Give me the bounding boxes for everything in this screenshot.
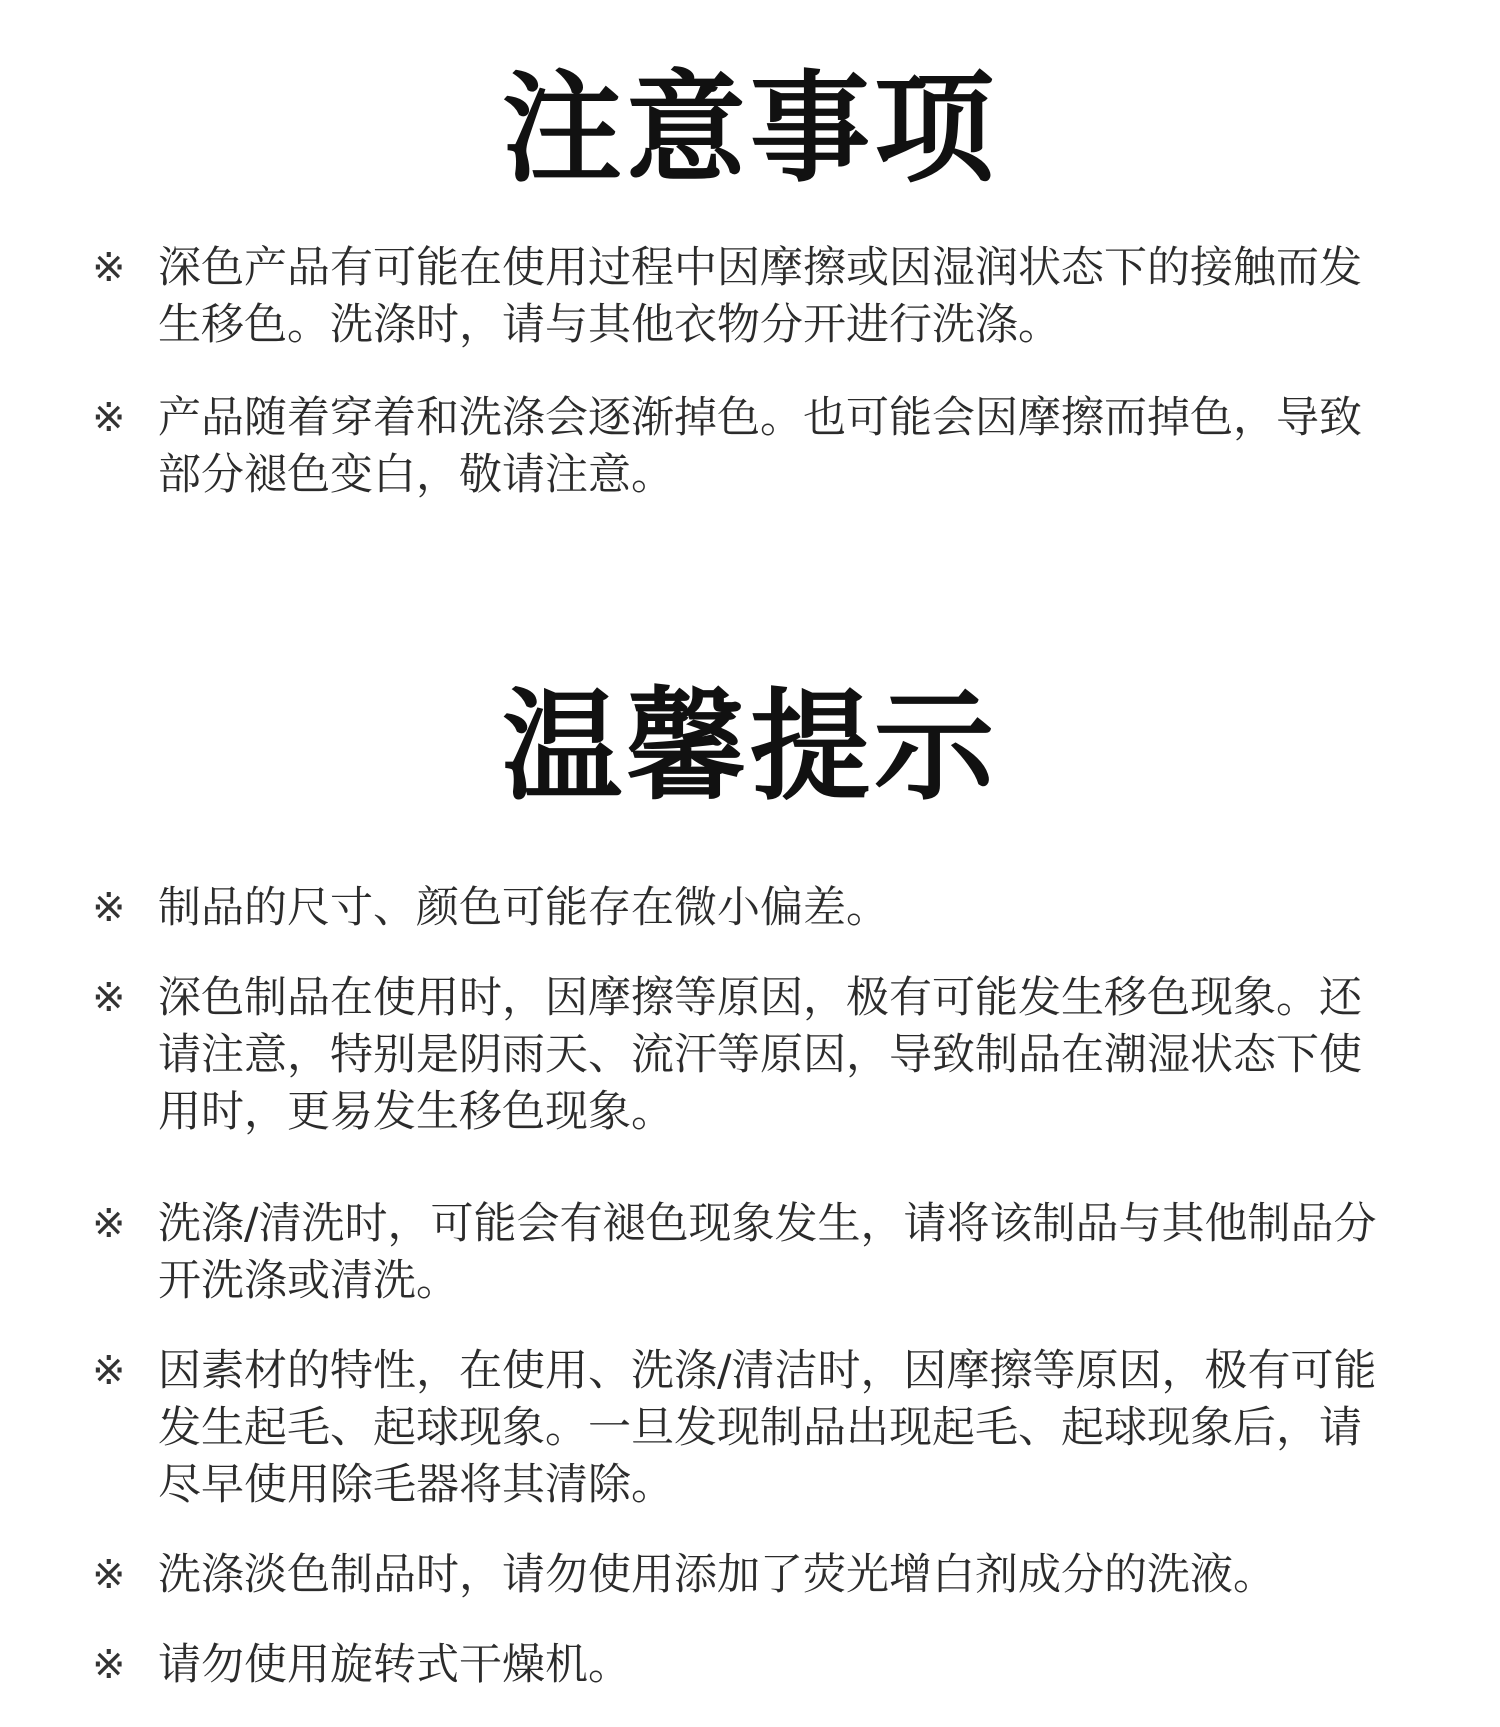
reference-mark-icon: ※: [92, 395, 126, 441]
tips-item-text: 洗涤淡色制品时，请勿使用添加了荧光增白剂成分的洗液。: [158, 1550, 1276, 1600]
list-item: [92, 1343, 1382, 1514]
list-item: [92, 240, 1382, 354]
reference-mark-icon: ※: [92, 1348, 126, 1394]
notice-item-text: 产品随着穿着和洗涤会逐渐掉色。也可能会因摩擦而掉色，导致部分褪色变白，敬请注意。: [158, 393, 1362, 500]
reference-mark-icon: ※: [92, 975, 126, 1021]
tips-list: [92, 880, 1382, 1694]
list-item: [92, 1196, 1382, 1310]
reference-mark-icon: ※: [92, 1201, 126, 1247]
tips-item-text: 因素材的特性，在使用、洗涤/清洁时，因摩擦等原因，极有可能发生起毛、起球现象。一旦发现制品出现起毛、起球现象后，请尽早使用除毛器将其清除。: [158, 1346, 1377, 1510]
list-item: [92, 880, 1382, 937]
notice-item-text: 深色产品有可能在使用过程中因摩擦或因湿润状态下的接触而发生移色。洗涤时，请与其他衣物分开进行洗涤。: [158, 243, 1362, 350]
list-item: [92, 1637, 1382, 1694]
reference-mark-icon: ※: [92, 1552, 126, 1598]
tips-section: [0, 678, 1500, 818]
notice-list: [92, 240, 1382, 504]
notice-section: [0, 60, 1500, 200]
tips-item-text: 洗涤/清洗时，可能会有褪色现象发生，请将该制品与其他制品分开洗涤或清洗。: [158, 1199, 1377, 1306]
list-item: [92, 970, 1382, 1141]
list-item: [92, 390, 1382, 504]
tips-item-text: 制品的尺寸、颜色可能存在微小偏差。: [158, 883, 889, 933]
reference-mark-icon: ※: [92, 885, 126, 931]
notice-title: 注意事项: [502, 60, 998, 199]
list-item: [92, 1547, 1382, 1604]
tips-item-text: 请勿使用旋转式干燥机。: [158, 1640, 631, 1690]
reference-mark-icon: ※: [92, 245, 126, 291]
tips-title: 温馨提示: [502, 678, 998, 817]
tips-item-text: 深色制品在使用时，因摩擦等原因，极有可能发生移色现象。还请注意，特别是阴雨天、流汗等原因，导致制品在潮湿状态下使用时，更易发生移色现象。: [158, 973, 1362, 1137]
reference-mark-icon: ※: [92, 1642, 126, 1688]
